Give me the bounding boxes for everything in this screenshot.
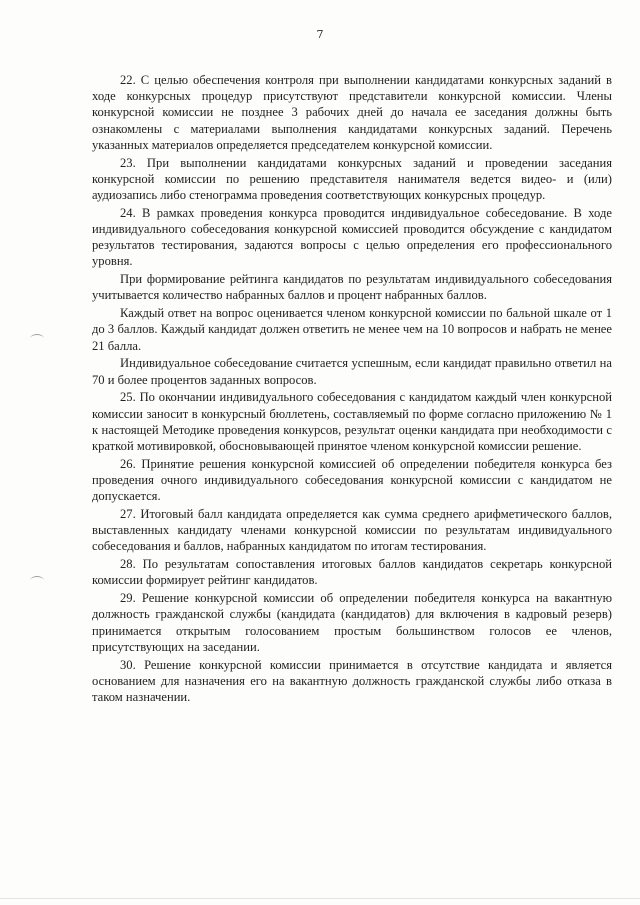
paragraph-26: 26. Принятие решения конкурсной комиссией об определении победителя конкурса без проведения очного индивидуального собеседования конкурсной комиссии с кандидатом не допускается. [92, 456, 612, 504]
paragraph-25: 25. По окончании индивидуального собеседования с кандидатом каждый член конкурсной комиссии заносит в конкурсный бюллетень, составляемый по форме согласно приложению № 1 к настоящей Методике проведения конкурсов, результат оценки кандидата при необходимости с краткой мотивировкой, обосновывающей принятое членом конкурсной комиссии решение. [92, 390, 612, 454]
margin-scan-mark [30, 334, 44, 343]
document-body [92, 72, 612, 707]
paragraph-28: 28. По результатам сопоставления итоговых баллов кандидатов секретарь конкурсной комиссии формирует рейтинг кандидатов. [92, 557, 612, 588]
paragraph-scoring: Каждый ответ на вопрос оценивается членом конкурсной комиссии по бальной шкале от 1 до 3 баллов. Каждый кандидат должен ответить не менее чем на 10 вопросов и набрать не менее 21 балла. [92, 306, 612, 353]
paragraph-29: 29. Решение конкурсной комиссии об определении победителя конкурса на вакантную должность гражданской службы (кандидата (кандидатов) для включения в кадровый резерв) принимается открытым голосованием простым большинством голосов ее членов, присутствующих на заседании. [92, 591, 612, 654]
paragraph-30: 30. Решение конкурсной комиссии принимается в отсутствие кандидата и является основанием для назначения его на вакантную должность гражданской службы либо отказа в таком назначении. [92, 657, 612, 705]
margin-scan-mark [30, 576, 44, 585]
paragraph-24: 24. В рамках проведения конкурса проводится индивидуальное собеседование. В ходе индивидуального собеседования конкурсной комиссией проводится обсуждение с кандидатом результатов тестирования, задаются вопросы с целью определения его профессионального уровня. [92, 205, 612, 269]
paragraph-23: 23. При выполнении кандидатами конкурсных заданий и проведении заседания конкурсной комиссии по решению представителя нанимателя ведется видео- и (или) аудиозапись либо стенограмма проведения соответствующих конкурсных процедур. [92, 155, 612, 203]
paragraph-rating: При формирование рейтинга кандидатов по результатам индивидуального собеседования учитывается количество набранных баллов и процент набранных баллов. [92, 272, 612, 303]
paragraph-22: 22. С целью обеспечения контроля при выполнении кандидатами конкурсных заданий в ходе конкурсных процедур присутствуют представители конкурсной комиссии. Члены конкурсной комиссии не позднее 3 рабочих дней до начала ее заседания должны быть ознакомлены с материалами выполнения кандидатами конкурсных заданий. Перечень указанных материалов определяется председателем конкурсной комиссии. [92, 73, 612, 152]
scan-bottom-edge [0, 898, 640, 899]
paragraph-27: 27. Итоговый балл кандидата определяется как сумма среднего арифметического баллов, выставленных кандидату членами конкурсной комиссии по результатам индивидуального собеседования и баллов, набранных кандидатом по итогам тестирования. [92, 507, 612, 554]
paragraph-success: Индивидуальное собеседование считается успешным, если кандидат правильно ответил на 70 и более процентов заданных вопросов. [92, 356, 612, 387]
page-number: 7 [316, 28, 324, 41]
